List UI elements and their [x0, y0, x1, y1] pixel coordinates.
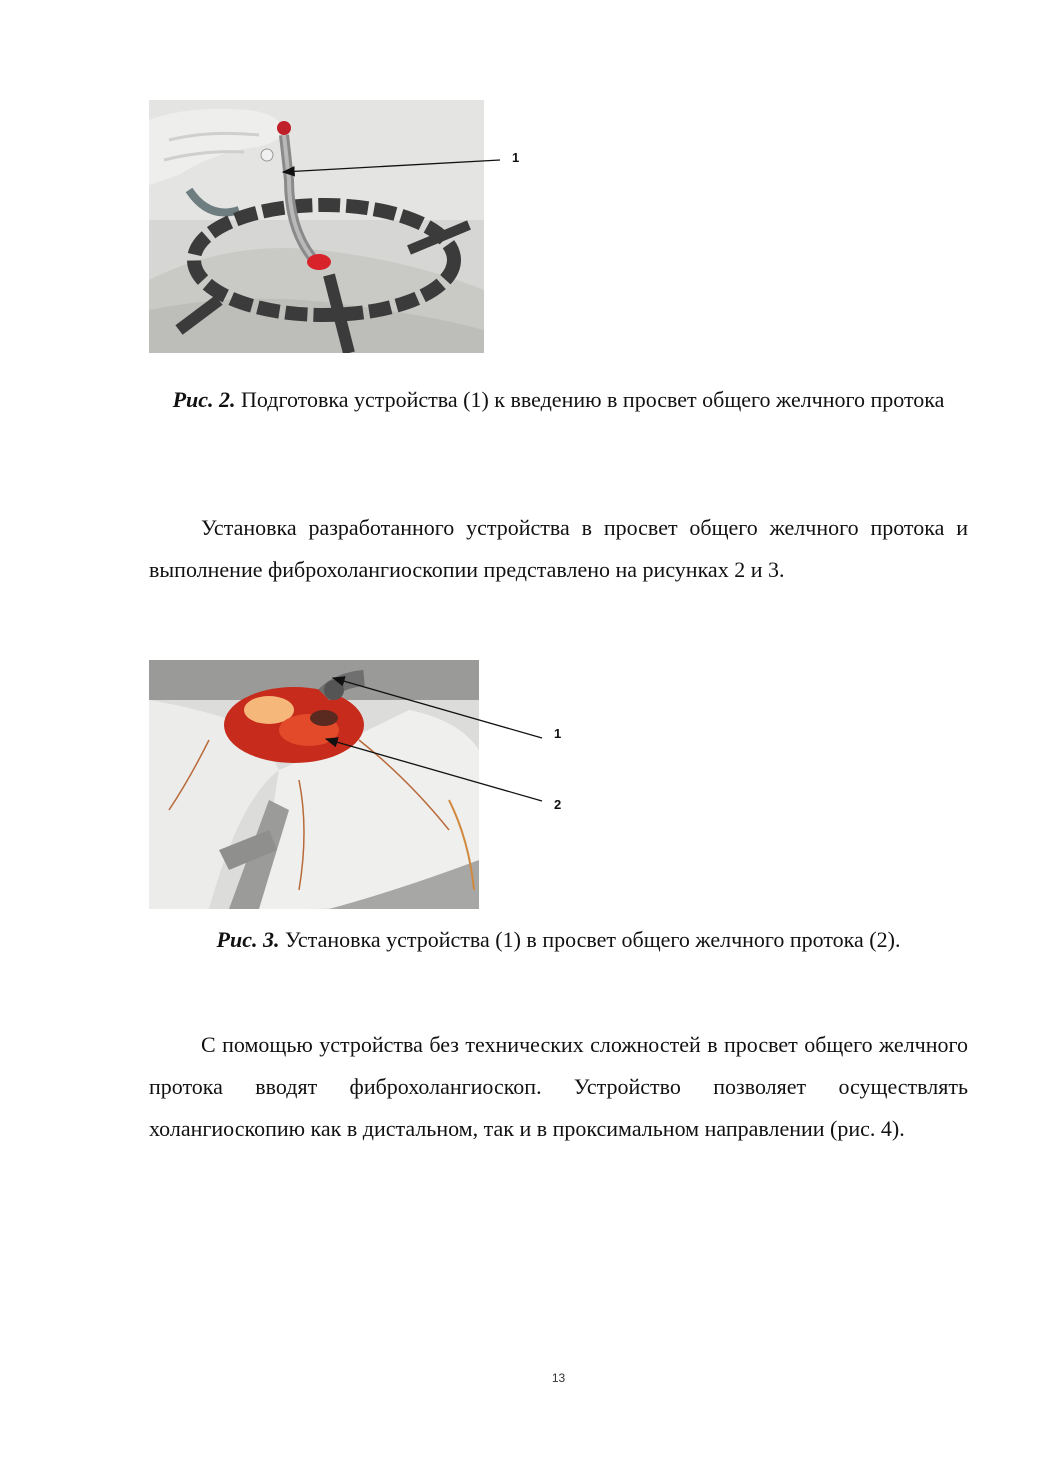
figure-2-caption-text: Подготовка устройства (1) к введению в просвет общего желчного протока [235, 387, 945, 412]
figure-2-photo [149, 100, 484, 353]
figure-3-photo [149, 660, 479, 909]
figure-3-callout-1: 1 [554, 726, 562, 741]
figure-3-callout-2: 2 [554, 797, 562, 812]
figure-3-caption-text: Установка устройства (1) в просвет общего желчного протока (2). [279, 927, 901, 952]
figure-2-caption-label: Рис. 2. [172, 387, 236, 412]
page-number: 13 [551, 1371, 566, 1385]
body-paragraph-1: Установка разработанного устройства в просвет общего желчного протока и выполнение фиброхолангиоскопии представлено на рисунках 2 и 3. [149, 515, 968, 582]
body-paragraph-2: С помощью устройства без технических сложностей в просвет общего желчного протока вводят фиброхолангиоскоп. Устройство позволяет осуществлять холангиоскопию как в дистальном, так и в проксимальном направлении (рис. 4). [149, 1032, 968, 1141]
figure-3-caption [149, 923, 968, 956]
figure-3-caption-label: Рис. 3. [216, 927, 280, 952]
figure-2-callout-1: 1 [512, 150, 520, 165]
figure-2-caption [149, 383, 968, 416]
